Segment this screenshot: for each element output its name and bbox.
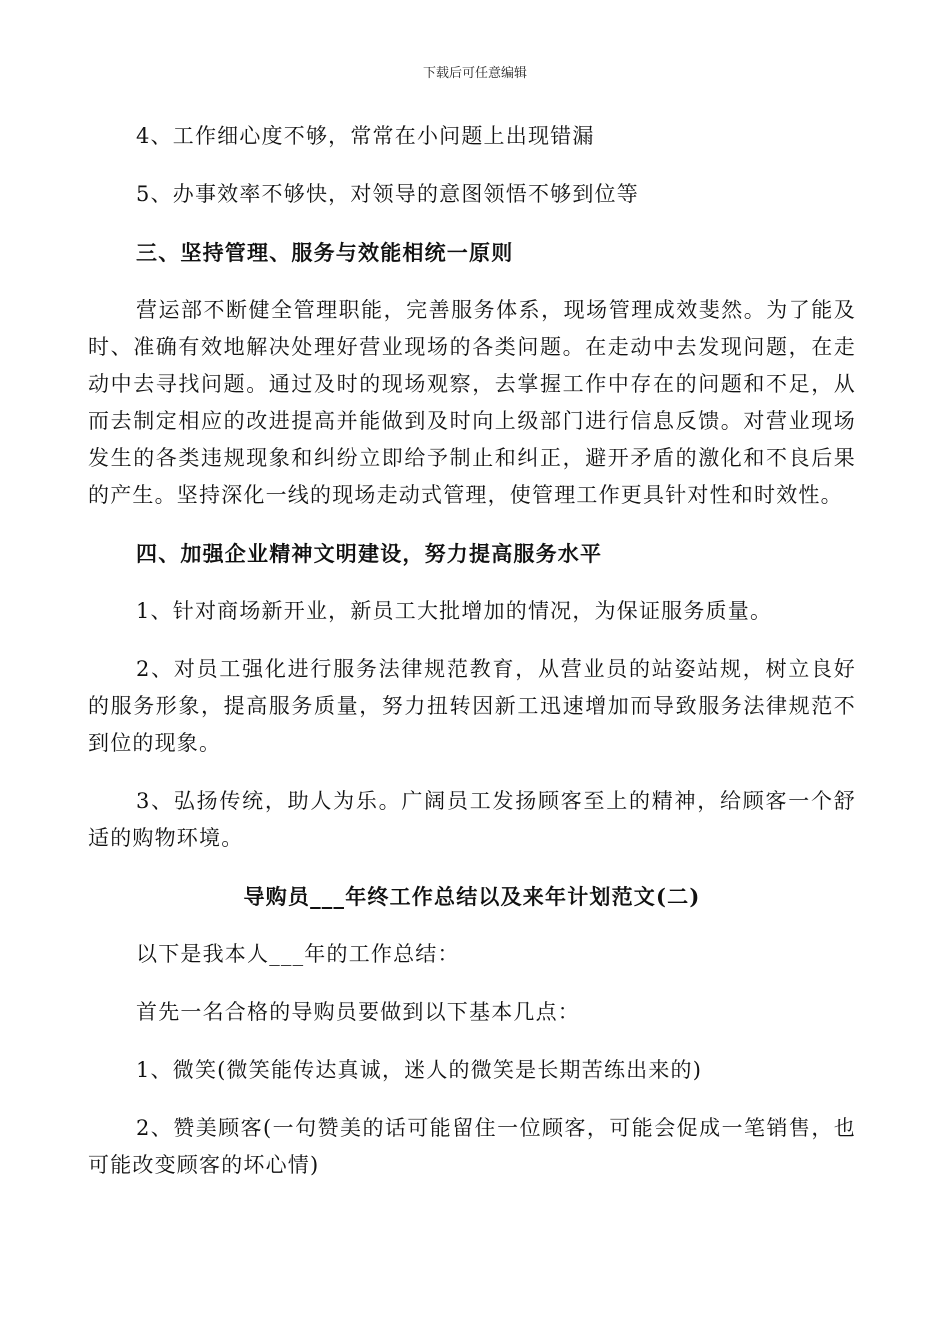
basic-points-intro: 首先一名合格的导购员要做到以下基本几点： bbox=[136, 1000, 580, 1024]
summary-intro: 以下是我本人___年的工作总结： bbox=[136, 942, 460, 966]
document-title-part-2: 导购员___年终工作总结以及来年计划范文(二) bbox=[243, 884, 701, 909]
section-3-body: 营运部不断健全管理职能，完善服务体系，现场管理成效斐然。为了能及时、准确有效地解决处理好营业现场的各类问题。在走动中去发现问题，在走动中去寻找问题。通过及时的现场观察，去掌握工作中存在的问题和不足，从而去制定相应的改进提高并能做到及时向上级部门进行信息反馈。对营业现场发生的各类违规现象和纠纷立即给予制止和纠正，避开矛盾的激化和不良后果的产生。坚持深化一线的现场走动式管理，使管理工作更具针对性和时效性。 bbox=[88, 298, 856, 507]
document-body bbox=[88, 118, 856, 1184]
section-heading-4: 四、加强企业精神文明建设，努力提高服务水平 bbox=[136, 541, 603, 566]
section-4-item-1: 1、针对商场新开业，新员工大批增加的情况，为保证服务质量。 bbox=[136, 599, 773, 623]
basic-point-1: 1、微笑(微笑能传达真诚，迷人的微笑是长期苦练出来的) bbox=[136, 1058, 703, 1082]
basic-point-2: 2、赞美顾客(一句赞美的话可能留住一位顾客，可能会促成一笔销售，也可能改变顾客的坏心情) bbox=[88, 1116, 856, 1177]
section-4-item-2: 2、对员工强化进行服务法律规范教育，从营业员的站姿站规，树立良好的服务形象，提高服务质量，努力扭转因新工迅速增加而导致服务法律规范不到位的现象。 bbox=[88, 657, 856, 755]
section-heading-3: 三、坚持管理、服务与效能相统一原则 bbox=[136, 240, 514, 265]
page-header-note: 下载后可任意编辑 bbox=[422, 66, 527, 81]
list-item-4: 4、工作细心度不够，常常在小问题上出现错漏 bbox=[136, 124, 595, 148]
list-item-5: 5、办事效率不够快，对领导的意图领悟不够到位等 bbox=[136, 182, 639, 206]
section-4-item-3: 3、弘扬传统，助人为乐。广阔员工发扬顾客至上的精神，给顾客一个舒适的购物环境。 bbox=[88, 789, 856, 850]
